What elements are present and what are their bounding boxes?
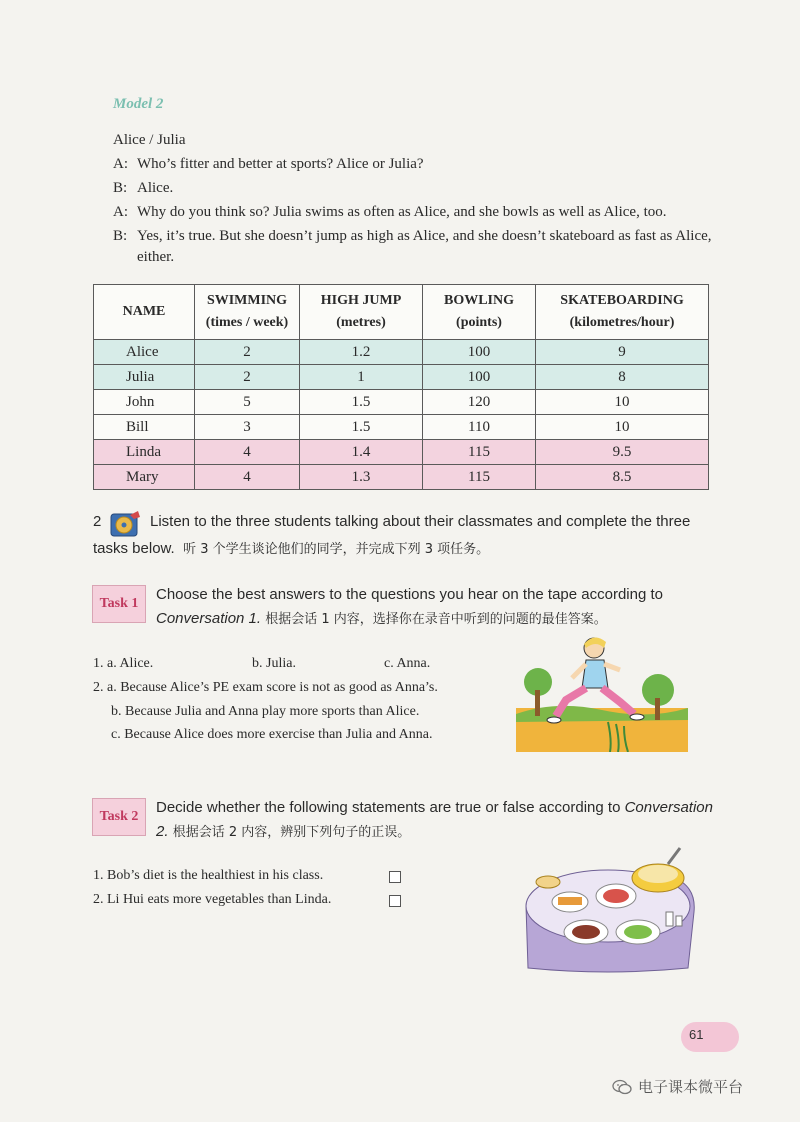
task-1-question-1: 1. a. Alice. — [93, 656, 154, 671]
true-false-checkbox[interactable] — [389, 871, 401, 883]
exercise-number: 2 — [93, 513, 102, 530]
task-1-question-2: 2. a. Because Alice’s PE exam score is not as good as Anna’s. — [93, 680, 438, 695]
dialogue-line: A: Who’s fitter and better at sports? Alice or Julia? — [113, 156, 424, 172]
chat-bubble-icon — [612, 1079, 632, 1095]
table-row: Mary 4 1.3 115 8.5 — [94, 465, 709, 490]
task-1-option-2b: b. Because Julia and Anna play more sports than Alice. — [111, 704, 420, 719]
cd-audio-icon[interactable] — [108, 509, 144, 539]
table-row: Julia 2 1 100 8 — [94, 365, 709, 390]
header-bowling: BOWLING (points) — [423, 285, 536, 340]
page-number: 61 — [689, 1027, 704, 1042]
task-2-instruction: Decide whether the following statements are true or false according to Conversation 2. 根据会话 2 内容，辨别下列句子的正误。 — [156, 799, 713, 840]
table-header-row — [94, 285, 709, 340]
dialogue-line: B: Yes, it’s true. But she doesn’t jump as high as Alice, and she doesn’t skateboard as fast as Alice, — [113, 228, 712, 244]
header-name: NAME — [94, 285, 195, 340]
task-2-label: Task 2 — [92, 798, 146, 836]
food-table-illustration — [518, 842, 698, 976]
dialogue-pair: Alice / Julia — [113, 132, 186, 148]
exercise-instruction: Listen to the three students talking about their classmates and complete the three — [150, 513, 691, 530]
table-row: John 5 1.5 120 10 — [94, 390, 709, 415]
task-1-label: Task 1 — [92, 585, 146, 623]
dialogue-line: A: Why do you think so? Julia swims as often as Alice, and she bowls as well as Alice, too. — [113, 204, 667, 220]
sports-stats-table — [93, 284, 709, 490]
header-skateboarding: SKATEBOARDING (kilometres/hour) — [536, 285, 709, 340]
table-row: Linda 4 1.4 115 9.5 — [94, 440, 709, 465]
task-1-option-c: c. Anna. — [384, 656, 431, 671]
true-false-checkbox[interactable] — [389, 895, 401, 907]
task-1-option-b: b. Julia. — [252, 656, 296, 671]
dialogue-line: B: Alice. — [113, 180, 174, 196]
task-2-statement-1: 1. Bob’s diet is the healthiest in his class. — [93, 868, 324, 883]
table-row: Bill 3 1.5 110 10 — [94, 415, 709, 440]
watermark: 电子课本微平台 — [612, 1076, 743, 1097]
header-swimming: SWIMMING (times / week) — [195, 285, 300, 340]
dialogue-continuation: either. — [137, 249, 175, 265]
task-2-statement-2: 2. Li Hui eats more vegetables than Linda. — [93, 892, 332, 907]
table-row: Alice 2 1.2 100 9 — [94, 340, 709, 365]
task-1-option-2c: c. Because Alice does more exercise than Julia and Anna. — [111, 727, 433, 742]
runner-illustration — [516, 630, 688, 752]
exercise-instruction-continued: tasks below. 听 3 个学生谈论他们的同学，并完成下列 3 项任务。 — [93, 540, 490, 557]
task-1-instruction: Choose the best answers to the questions you hear on the tape according to Conversation 1. 根据会话 1 内容，选择你在录音中听到的问题的最佳答案。 — [156, 586, 663, 627]
header-high-jump: HIGH JUMP (metres) — [300, 285, 423, 340]
model-title: Model 2 — [113, 96, 164, 112]
